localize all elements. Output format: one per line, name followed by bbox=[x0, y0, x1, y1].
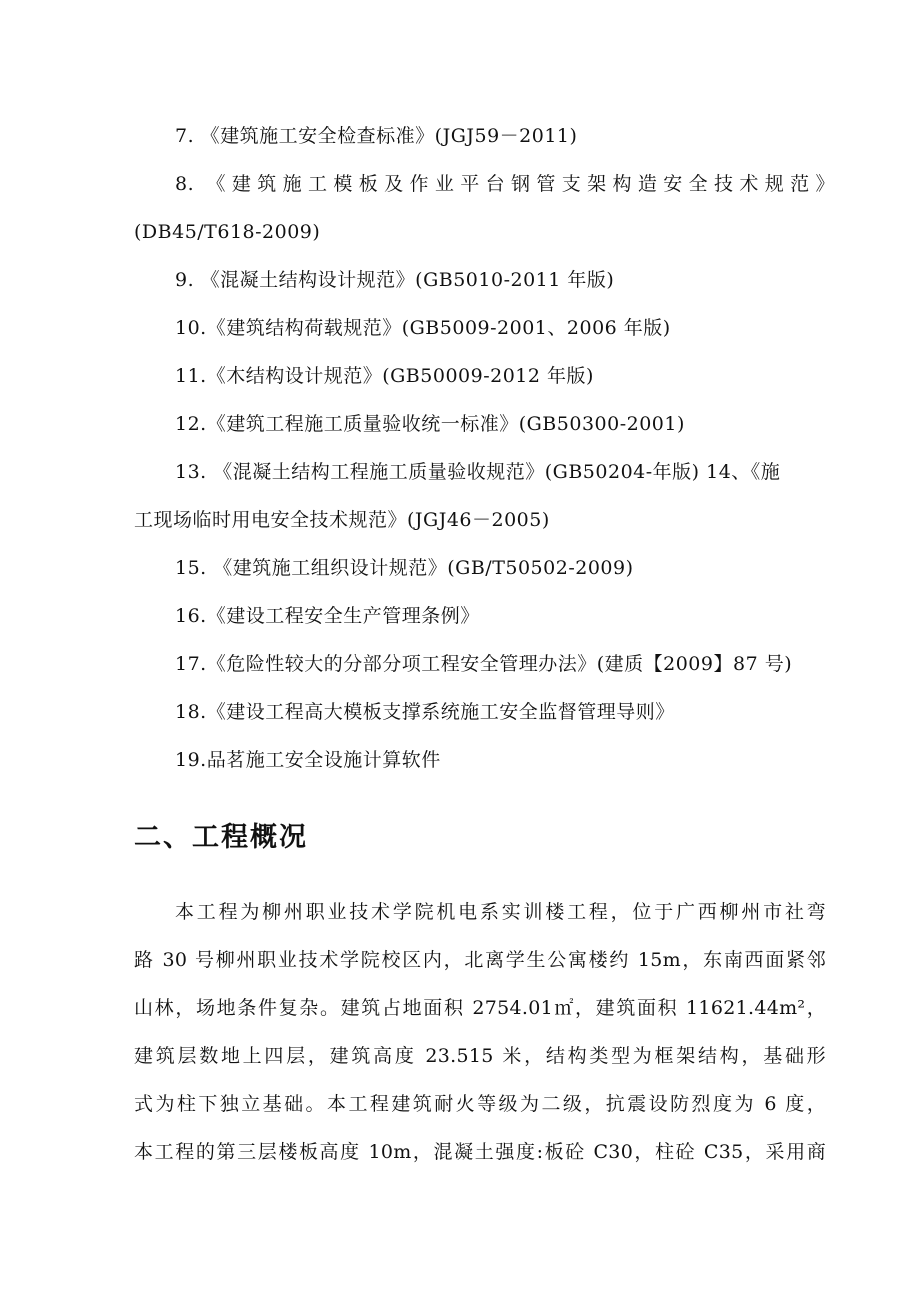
reference-item: 17.《危险性较大的分部分项工程安全管理办法》(建质【2009】87 号) bbox=[175, 653, 793, 675]
project-overview-paragraph bbox=[134, 888, 826, 1176]
paragraph-line: 本工程为柳州职业技术学院机电系实训楼工程，位于广西柳州市社弯 bbox=[175, 901, 826, 923]
reference-item: 9. 《混凝土结构设计规范》(GB5010-2011 年版) bbox=[175, 269, 615, 291]
reference-item: 7. 《建筑施工安全检查标准》(JGJ59－2011) bbox=[175, 125, 578, 147]
reference-item: 18.《建设工程高大模板支撑系统施工安全监督管理导则》 bbox=[175, 701, 675, 723]
reference-item: 11.《木结构设计规范》(GB50009-2012 年版) bbox=[175, 365, 594, 387]
reference-item: (DB45/T618-2009) bbox=[134, 221, 321, 243]
paragraph-line: 建筑层数地上四层，建筑高度 23.515 米，结构类型为框架结构，基础形 bbox=[134, 1045, 826, 1067]
paragraph-line: 本工程的第三层楼板高度 10m，混凝土强度:板砼 C30，柱砼 C35，采用商 bbox=[134, 1141, 826, 1163]
reference-item: 15. 《建筑施工组织设计规范》(GB/T50502-2009) bbox=[175, 557, 634, 579]
section-title: 二、工程概况 bbox=[134, 822, 308, 853]
reference-item: 19.品茗施工安全设施计算软件 bbox=[175, 749, 441, 771]
reference-item: 工现场临时用电安全技术规范》(JGJ46－2005) bbox=[134, 509, 550, 531]
reference-item: 8. 《建筑施工模板及作业平台钢管支架构造安全技术规范》 bbox=[175, 173, 835, 195]
paragraph-line: 式为柱下独立基础。本工程建筑耐火等级为二级，抗震设防烈度为 6 度， bbox=[134, 1093, 826, 1115]
reference-item: 13. 《混凝土结构工程施工质量验收规范》(GB50204-年版) 14、《施 bbox=[175, 461, 781, 483]
reference-item: 12.《建筑工程施工质量验收统一标准》(GB50300-2001) bbox=[175, 413, 685, 435]
paragraph-line: 路 30 号柳州职业技术学院校区内，北离学生公寓楼约 15m，东南西面紧邻 bbox=[134, 949, 826, 971]
reference-item: 10.《建筑结构荷载规范》(GB5009-2001、2006 年版) bbox=[175, 317, 671, 339]
paragraph-line: 山林，场地条件复杂。建筑占地面积 2754.01㎡，建筑面积 11621.44m²， bbox=[134, 997, 826, 1019]
reference-item: 16.《建设工程安全生产管理条例》 bbox=[175, 605, 480, 627]
